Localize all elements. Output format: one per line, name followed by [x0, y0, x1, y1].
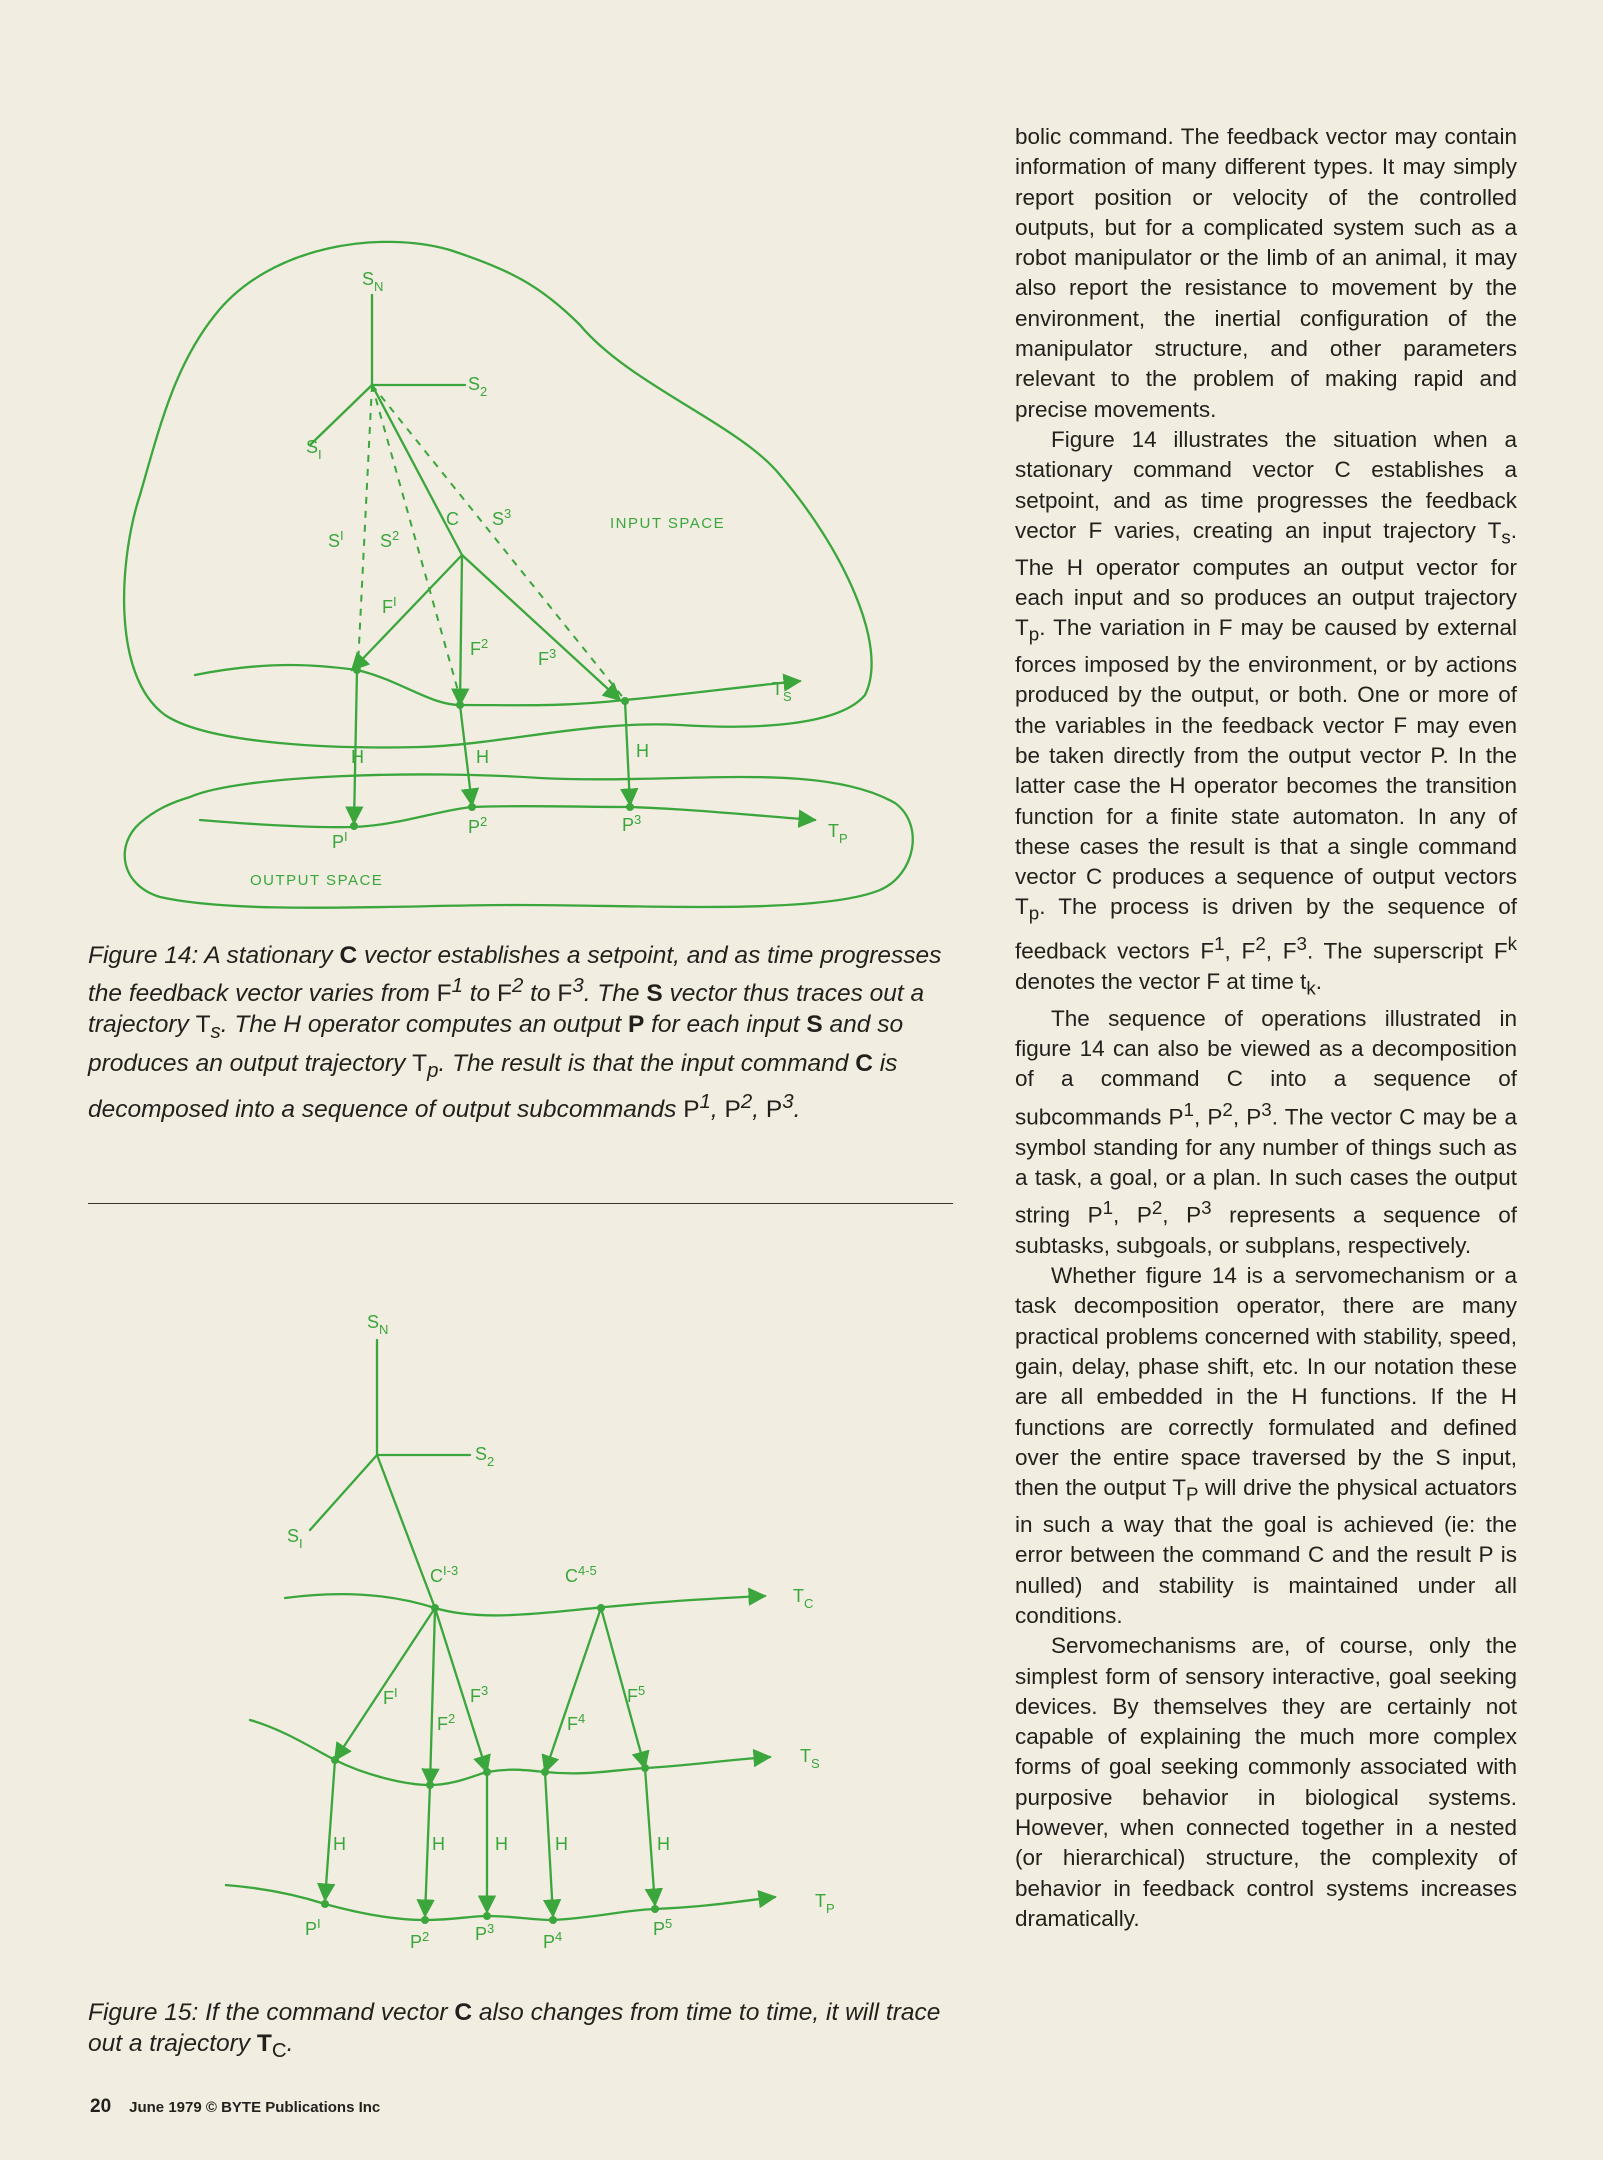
- vector-s3-dashed: [372, 385, 625, 700]
- point-p4: [549, 1916, 557, 1924]
- arrow-h5: [645, 1768, 655, 1905]
- figure-14-diagram: [120, 225, 940, 925]
- figure-15-caption: Figure 15: If the command vector C also changes from time to time, it will trace out a trajectory $T_C$.: [88, 1999, 941, 2062]
- output-space-region: [125, 774, 913, 907]
- point-p5: [651, 1905, 659, 1913]
- label-s1: $S_I$: [287, 1526, 303, 1551]
- label-s1-prime: $S^I$: [328, 528, 344, 551]
- label-c4-5: $C^{4-5}$: [565, 1563, 597, 1586]
- vector-c: [377, 1455, 435, 1608]
- vector-s1-dashed: [358, 385, 372, 665]
- label-p3: $P^3$: [475, 1921, 495, 1944]
- label-ts: $T_S$: [772, 679, 792, 704]
- label-p4: $P^4$: [543, 1929, 563, 1952]
- point-p2: [421, 1916, 429, 1924]
- trajectory-ts: [195, 665, 800, 705]
- label-h2: H: [476, 747, 489, 767]
- label-p2: $P^2$: [468, 814, 488, 837]
- label-tc: $T_C$: [793, 1586, 814, 1611]
- trajectory-ts: [250, 1720, 770, 1785]
- label-input-space: INPUT SPACE: [610, 515, 726, 532]
- page-number: 20: [90, 2096, 112, 2117]
- label-sn: $S_N$: [362, 269, 384, 294]
- label-s2: $S_2$: [468, 374, 488, 399]
- paragraph-2: Figure 14 illustrates the situation when a stationary command vector C establishes a setpoint, and as time progresses the feedback vector F varies, creating an input trajectory $T_s$. The H operator computes an output vector for each input and so produces an output trajectory $T_p$. The variation in F may be caused by external forces imposed by the environment, or by actions produced by the output, or both. One or more of the variables in the feedback vector F may even be taken directly from the output vector P. In the latter case the H operator becomes the transition function for a finite state automaton. In any of these cases the result is that a single command vector C produces a sequence of output vectors $T_p$. The process is driven by the sequence of feedback vectors $F^1$, $F^2$, $F^3$. The superscript $F^k$ denotes the vector F at time $t_k$.: [1015, 426, 1518, 999]
- label-tp: $T_P$: [828, 821, 848, 846]
- arrow-h3: [625, 701, 630, 805]
- paragraph-4: Whether figure 14 is a servomechanism or a task decomposition operator, there are many practical problems concerned with stability, speed, gain, delay, phase shift, etc. In our notation these are all embedded in the H functions. If the H functions are correctly formulated and defined over the entire space traversed by the S input, then the output $T_P$ will drive the physical actuators in such a way that the goal is achieved (ie: the error between the command C and the result P is nulled) and stability is maintained under all conditions.: [1015, 1263, 1517, 1628]
- axis-s1: [310, 1455, 377, 1530]
- vector-f2: [430, 1608, 435, 1785]
- label-f3: $F^3$: [470, 1683, 489, 1706]
- arrow-h2: [425, 1785, 430, 1916]
- label-f4: $F^4$: [567, 1711, 586, 1734]
- axis-s1: [310, 385, 372, 445]
- vector-f2: [460, 555, 462, 705]
- label-p1: $P^I$: [305, 1916, 321, 1939]
- figure-14-caption: Figure 14: A stationary C vector establishes a setpoint, and as time progresses the feedback vector varies from $F^1$ to $F^2$ to $F^3$. The S vector thus traces out a trajectory $T_s$. The H operator computes an output P for each input S and so produces an output trajectory $T_p$. The result is that the input command C is decomposed into a sequence of output subcommands $P^1$, $P^2$, $P^3$.: [88, 942, 942, 1124]
- label-p2: $P^2$: [410, 1929, 430, 1952]
- arrow-h2: [460, 705, 472, 805]
- label-output-space: OUTPUT SPACE: [250, 872, 384, 889]
- label-tp: $T_P$: [815, 1891, 835, 1916]
- label-ts: $T_S$: [800, 1746, 820, 1771]
- label-p3: $P^3$: [622, 812, 642, 835]
- point-p1: [350, 822, 358, 830]
- trajectory-tc: [285, 1594, 765, 1615]
- footer-credit: June 1979 © BYTE Publications Inc: [129, 2099, 381, 2116]
- arrow-h1: [325, 1760, 335, 1900]
- page-footer: [90, 2096, 380, 2118]
- label-s3: $S^3$: [492, 506, 512, 529]
- paragraph-1: bolic command. The feedback vector may contain information of many different types. It may simply report position or velocity of the controlled outputs, but for a complicated system such as a robot manipulator or the limb of an animal, it may also report the resistance to movement by the environment, the inertial configuration of the manipulator structure, and other parameters relevant to the problem of making rapid and precise movements.: [1015, 124, 1517, 422]
- label-s2-prime: $S^2$: [380, 528, 400, 551]
- label-f3: $F^3$: [538, 646, 557, 669]
- point-p1: [321, 1900, 329, 1908]
- point-p3: [626, 803, 634, 811]
- paragraph-3: The sequence of operations illustrated in figure 14 can also be viewed as a decomposition of a command C into a sequence of subcommands $P^1$, $P^2$, $P^3$. The vector C may be a symbol standing for any number of things such as a task, a goal, or a plan. In such cases the output string $P^1$, $P^2$, $P^3$ represents a sequence of subtasks, subgoals, or subplans, respectively.: [1015, 1005, 1518, 1258]
- vector-f3: [462, 555, 620, 700]
- label-h3: H: [495, 1834, 508, 1854]
- label-f1: $F^I$: [382, 594, 397, 617]
- trajectory-tp: [200, 806, 815, 827]
- point-p3: [483, 1912, 491, 1920]
- label-h5: H: [657, 1834, 670, 1854]
- label-h4: H: [555, 1834, 568, 1854]
- label-s1: $S_I$: [306, 437, 322, 462]
- vector-f1: [335, 1608, 435, 1760]
- section-divider: [88, 1203, 953, 1204]
- label-f5: $F^5$: [627, 1683, 646, 1706]
- vector-c: [372, 385, 462, 555]
- label-h3: H: [636, 741, 649, 761]
- label-sn: $S_N$: [367, 1312, 389, 1337]
- label-c: C: [446, 509, 459, 529]
- label-p1: $P^I$: [332, 829, 348, 852]
- trajectory-tp: [225, 1885, 775, 1920]
- input-space-region: [124, 242, 872, 748]
- point-p2: [468, 803, 476, 811]
- vector-f4: [545, 1608, 601, 1772]
- label-h1: H: [351, 747, 364, 767]
- paragraph-5: Servomechanisms are, of course, only the simplest form of sensory interactive, goal seeking devices. By themselves they are certainly not capable of explaining the much more complex forms of goal seeking commonly associated with purposive behavior in biological systems. However, when connected together in a nested (or hierarchical) structure, the complexity of behavior in feedback control systems increases dramatically.: [1015, 1633, 1517, 1931]
- label-p5: $P^5$: [653, 1916, 673, 1939]
- arrow-h4: [545, 1772, 553, 1916]
- label-h2: H: [432, 1834, 445, 1854]
- label-f1: $F^I$: [383, 1685, 398, 1708]
- label-h1: H: [333, 1834, 346, 1854]
- figure-15-diagram: [225, 1290, 885, 2000]
- label-s2: $S_2$: [475, 1444, 495, 1469]
- label-f2: $F^2$: [437, 1711, 456, 1734]
- body-text-column: [1015, 122, 1517, 1934]
- vector-f1: [352, 555, 462, 670]
- label-c1-3: $C^{I-3}$: [430, 1563, 459, 1586]
- label-f2: $F^2$: [470, 636, 489, 659]
